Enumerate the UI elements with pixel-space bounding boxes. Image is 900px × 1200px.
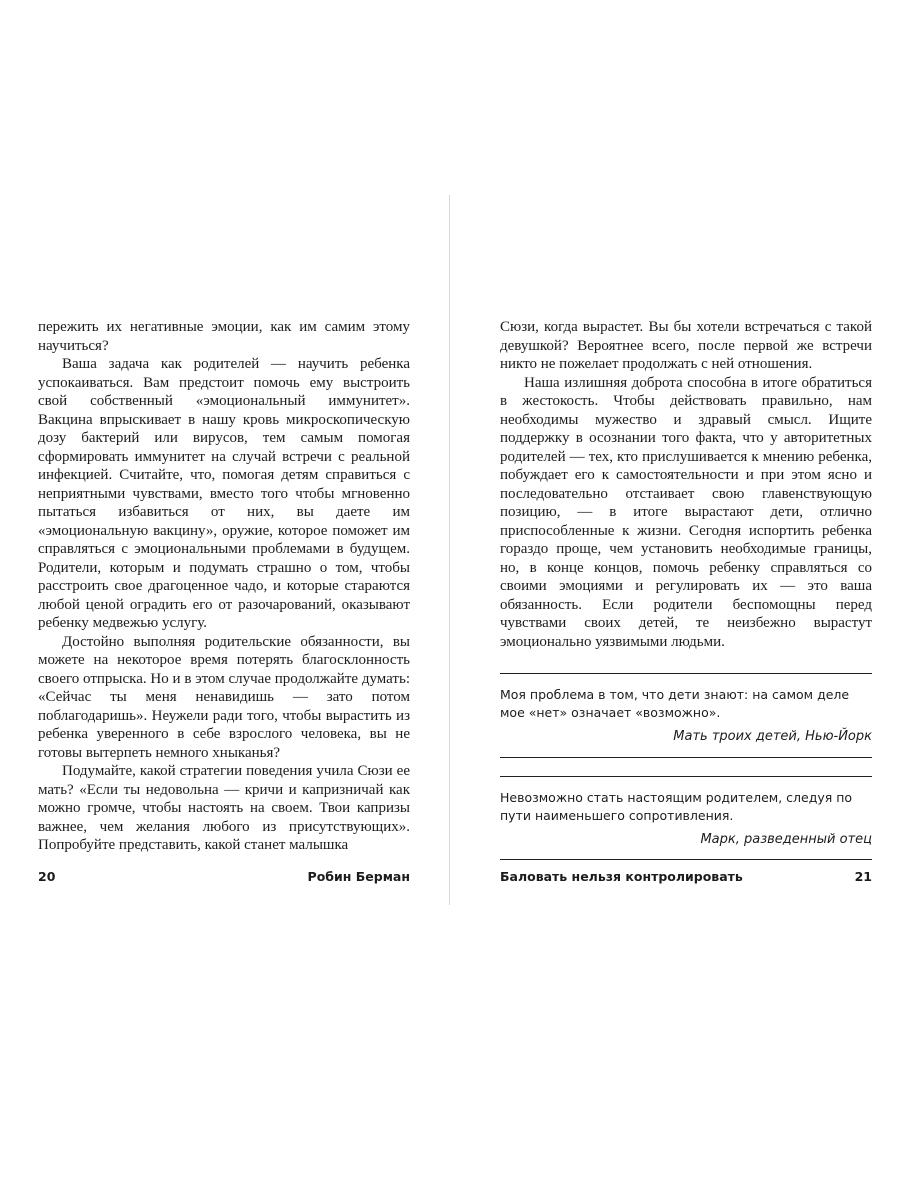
- page-number: 20: [38, 869, 56, 884]
- quote-attribution: Мать троих детей, Нью-Йорк: [673, 729, 872, 744]
- running-title-book: Баловать нельзя контролировать: [500, 869, 743, 884]
- page-number: 21: [854, 869, 872, 884]
- left-page-footer: [38, 869, 410, 884]
- paragraph: Подумайте, какой стратегии поведения учила Сюзи ее мать? «Если ты недовольна — кричи и капризничай как можно громче, чтобы настоять на своем. Твои капризы важнее, чем желания любого из присутствующих». Попробуйте представить, какой станет малышка: [38, 763, 410, 853]
- paragraph: Наша излишняя доброта способна в итоге обратиться в жестокость. Чтобы действовать правильно, нам необходимы мужество и здравый смысл. Ищите поддержку в осознании того факта, что у авторитетных родителей — тех, кто прислушивается к мнению ребенка, побуждает его к самостоятельности и при этом ясно и последовательно отстаивает свою главенствующую позицию, — в итоге вырастают дети, отлично приспособленные к жизни. Сегодня испортить ребенка гораздо проще, чем установить необходимые границы, но, в конце концов, помочь ребенку справляться со своими эмоциями и регулировать их — это ваша обязанность. Если родители беспомощны перед чувствами своих детей, те неизбежно вырастут эмоционально уязвимыми людьми.: [500, 374, 872, 650]
- quote-attribution: Марк, разведенный отец: [700, 831, 872, 847]
- quote-block: [500, 776, 872, 861]
- page-gutter-divider: [449, 195, 450, 905]
- quote-text: Моя проблема в том, что дети знают: на самом деле мое «нет» означает «возможно».: [500, 687, 850, 720]
- paragraph: пережить их негативные эмоции, как им самим этому научиться?: [38, 319, 410, 354]
- paragraph: Достойно выполняя родительские обязанности, вы можете на некоторое время потерять благосклонность своего отпрыска. Но и в этом случае продолжайте думать: «Сейчас ты меня ненавидишь — зато потом поблагодаришь». Неужели ради того, чтобы вырастить из ребенка уверенного в себе взрослого человека, вы не готовы вытерпеть немного хныканья?: [38, 633, 410, 761]
- quote-block: [500, 673, 872, 758]
- quote-text: Невозможно стать настоящим родителем, следуя по пути наименьшего сопротивления.: [500, 789, 853, 823]
- left-page-text-column: [38, 318, 410, 855]
- paragraph: Ваша задача как родителей — научить ребенка успокаиваться. Вам предстоит помочь ему выстроить свой собственный «эмоциональный иммунитет». Вакцина впрыскивает в нашу кровь микроскопическую дозу бактерий или вирусов, тем самым помогая сформировать иммунитет на случай встречи с реальной инфекцией. Считайте, что, помогая детям справиться с неприятными чувствами, вместо того чтобы мгновенно пытаться избавиться от них, вы даете им «эмоциональную вакцину», оружие, которое поможет им справляться с эмоциональными проблемами в будущем. Родители, которым и подумать страшно о том, чтобы расстроить свое драгоценное чадо, и которые стараются любой ценой оградить его от разочарований, оказывают ребенку медвежью услугу.: [38, 356, 410, 631]
- right-page-text-column: [500, 318, 872, 860]
- right-page-footer: [500, 869, 872, 884]
- paragraph: Сюзи, когда вырастет. Вы бы хотели встречаться с такой девушкой? Вероятнее всего, после первой же встречи никто не пожелает продолжать с ней отношения.: [500, 319, 872, 372]
- running-title-author: Робин Берман: [307, 869, 410, 884]
